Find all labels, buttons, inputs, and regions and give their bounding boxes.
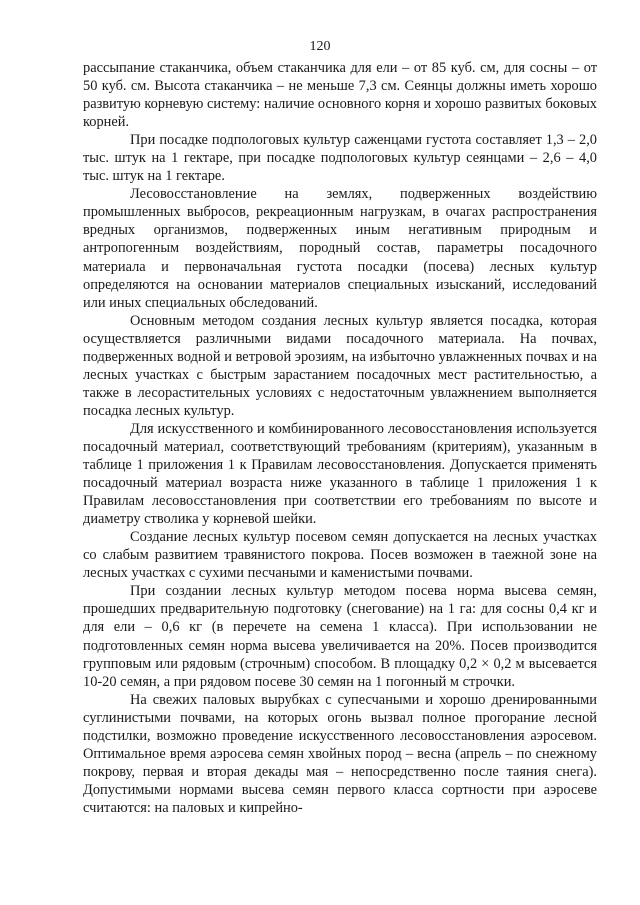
paragraph: рассыпание стаканчика, объем стаканчика для ели – от 85 куб. см, для сосны – от 50 куб. см. Высота стаканчика – не меньше 7,3 см. Сеянцы должны иметь хорошо развитую корневую систему: наличие основного корня и хорошо развитых боковых корней. xyxy=(83,60,597,131)
paragraph: При посадке подпологовых культур саженцами густота составляет 1,3 – 2,0 тыс. штук на 1 гектаре, при посадке подпологовых культур сеянцами – 2,6 – 4,0 тыс. штук на 1 гектаре. xyxy=(83,132,597,185)
page-number: 120 xyxy=(309,39,331,54)
paragraph: На свежих паловых вырубках с супесчаными и хорошо дренированными суглинистыми почвами, на которых огонь вызвал полное прогорание лесной подстилки, возможно проведение искусственного лесовосстановления аэросевом. Оптимальное время аэросева семян хвойных пород – весна (апрель – по снежному покрову, первая и вторая декады мая – непосредственно после таяния снега). Допустимыми нормами высева семян первого класса сортности при аэросеве считаются: на паловых и кипрейно- xyxy=(83,691,597,816)
paragraph: При создании лесных культур методом посева норма высева семян, прошедших предварительную подготовку (снегование) на 1 га: для сосны 0,4 кг и для ели – 0,6 кг (в перечете на семена 1 класса). При использовании не подготовленных семян норма высева увеличивается на 20%. Посев производится групповым или рядовым (строчным) способом. В площадку 0,2 × 0,2 м высевается 10-20 семян, а при рядовом посеве 30 семян на 1 погонный м строчки. xyxy=(83,583,597,690)
paragraph: Для искусственного и комбинированного лесовосстановления используется посадочный материал, соответствующий требованиям (критериям), указанным в таблице 1 приложения 1 к Правилам лесовосстановления. Допускается применять посадочный материал возраста ниже указанного в таблице 1 приложения 1 к Правилам лесовосстановления при соответствии его требованиям по высоте и диаметру стволика у корневой шейки. xyxy=(83,420,597,528)
body-text xyxy=(83,59,597,817)
paragraph: Лесовосстановление на землях, подверженных воздействию промышленных выбросов, рекреационным нагрузкам, в очагах распространения вредных организмов, подверженных иным негативным природным и антропогенным воздействиям, породный состав, параметры посадочного материала и первоначальная густота посадки (посева) лесных культур определяются на основании материалов специальных изысканий, исследований или иных специальных обследований. xyxy=(83,186,597,311)
paragraph: Основным методом создания лесных культур является посадка, которая осуществляется различными видами посадочного материала. На почвах, подверженных водной и ветровой эрозиям, на избыточно увлажненных почвах и на лесных участках с быстрым зарастанием посадочных мест растительностью, а также в лесорастительных условиях с недостаточным увлажнением выполняется посадка лесных культур. xyxy=(83,312,597,419)
paragraph: Создание лесных культур посевом семян допускается на лесных участках со слабым развитием травянистого покрова. Посев возможен в таежной зоне на лесных участках с сухими песчаными и каменистыми почвами. xyxy=(83,529,597,582)
